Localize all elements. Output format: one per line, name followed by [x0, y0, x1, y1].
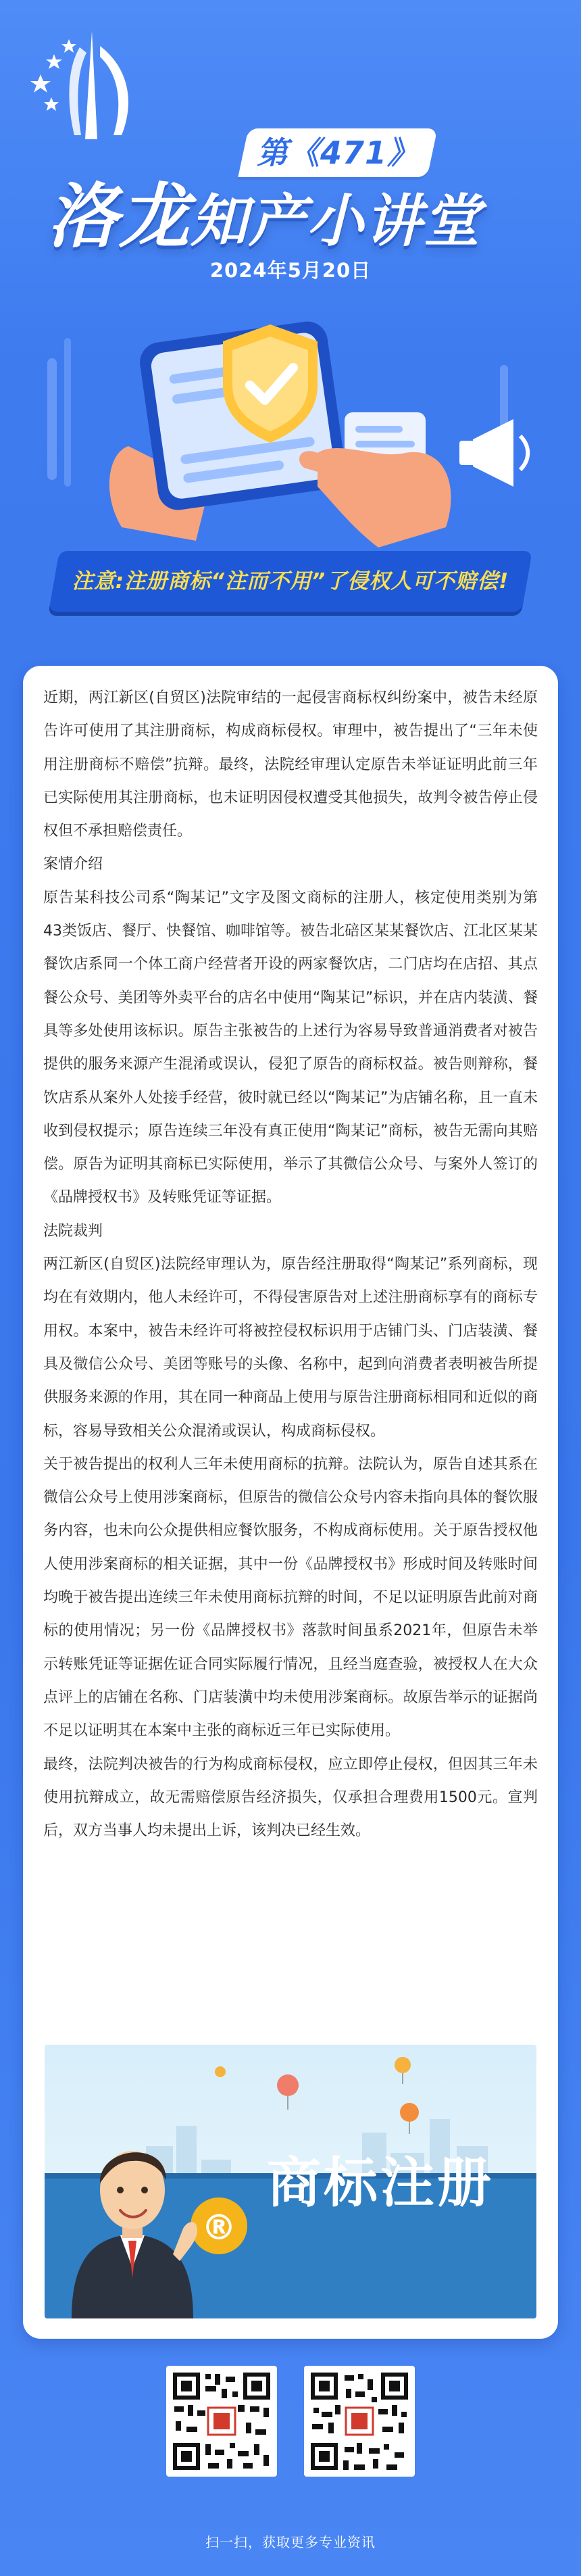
paragraph-intro: 近期，两江新区(自贸区)法院审结的一起侵害商标权纠纷案中，被告未经原告许可使用了其注册商标，构成商标侵权。审理中，被告提出了“三年未使用注册商标不赔偿”抗辩。最终，法院经审理认定原告未举证证明此前三年已实际使用其注册商标，也未证明因侵权遭受其他损失，故判令被告停止侵权但不承担赔偿责任。 [43, 689, 538, 840]
megaphone-icon [459, 419, 528, 487]
section-heading-case: 案情介绍 [43, 856, 103, 873]
title-main: 洛龙 [47, 175, 191, 258]
decor-bar [64, 338, 71, 487]
hand-right-icon [318, 448, 451, 548]
issue-number: 第《471》 [256, 135, 420, 171]
illustration-caption: 商标注册 [267, 2152, 494, 2214]
publish-date: 2024年5月20日 [209, 259, 372, 282]
page-title [47, 172, 561, 260]
article-body [43, 681, 538, 1847]
hero-illustration [27, 284, 554, 554]
qr-code-right[interactable] [304, 2366, 415, 2477]
decor-bar [47, 358, 57, 480]
qr-code-left[interactable] [166, 2366, 277, 2477]
paragraph-case: 原告某科技公司系“陶某记”文字及图文商标的注册人，核定使用类别为第43类饭店、餐厅、快餐馆、咖啡馆等。被告北碚区某某餐饮店、江北区某某餐饮店系同一个体工商户经营者开设的两家餐饮店，二门店均在店招、其点餐公众号、美团等外卖平台的店名中使用“陶某记”标识，并在店内装潢、餐具等多处使用该标识。原告主张被告的上述行为容易导致普通消费者对被告提供的服务来源产生混淆或误认，侵犯了原告的商标权益。被告则辩称，餐饮店系从案外人处接手经营，彼时就已经以“陶某记”为店铺名称，且一直未收到侵权提示；原告连续三年没有真正使用“陶某记”商标，被告无需向其赔偿。原告为证明其商标已实际使用，举示了其微信公众号、与案外人签订的《品牌授权书》及转账凭证等证据。 [43, 889, 538, 1207]
qr-code-icon [308, 2370, 411, 2473]
court-logo-icon [27, 27, 142, 142]
section-heading-ruling: 法院裁判 [43, 1222, 103, 1240]
paragraph-ruling-2: 关于被告提出的权利人三年未使用商标的抗辩。法院认为，原告自述其系在微信公众号上使用涉案商标，但原告的微信公众号内容未指向具体的餐饮服务内容，也未向公众提供相应餐饮服务，不构成商标使用。关于原告授权他人使用涉案商标的相关证据，其中一份《品牌授权书》形成时间及转账时间均晚于被告提出连续三年未使用商标抗辩的时间，不足以证明原告此前对商标的使用情况；另一份《品牌授权书》落款时间虽系2021年，但原告未举示转账凭证等证据佐证合同实际履行情况，且经当庭查验，被授权人在大众点评上的店铺在名称、门店装潢中均未使用涉案商标。故原告举示的证据尚不足以证明其在本案中主张的商标近三年已实际使用。 [43, 1455, 538, 1740]
footer-caption: 扫一扫，获取更多专业资讯 [205, 2534, 376, 2550]
headline-text: 注意:注册商标“注而不用”了侵权人可不赔偿! [72, 569, 509, 593]
title-sub: 知产小讲堂 [191, 188, 482, 254]
paragraph-ruling-1: 两江新区(自贸区)法院经审理认为，原告经注册取得“陶某记”系列商标，现均在有效期内，他人未经许可，不得侵害原告对上述注册商标享有的商标专用权。本案中，被告未经许可将被控侵权标识用于店铺门头、门店装潢、餐具及微信公众号、美团等账号的头像、名称中，起到向消费者表明被告所提供服务来源的作用，其在同一种商品上使用与原告注册商标相同和近似的商标，容易导致相关公众混淆或误认，构成商标侵权。 [43, 1256, 538, 1440]
svg-text:®: ® [201, 2208, 236, 2248]
qr-code-icon [170, 2370, 273, 2473]
registered-mark-icon [191, 2197, 247, 2254]
paragraph-conclusion: 最终，法院判决被告的行为构成商标侵权，应立即停止侵权，但因其三年未使用抗辩成立，故无需赔偿原告经济损失，仅承担合理费用1500元。宣判后，双方当事人均未提出上诉，该判决已经生效。 [43, 1755, 538, 1840]
